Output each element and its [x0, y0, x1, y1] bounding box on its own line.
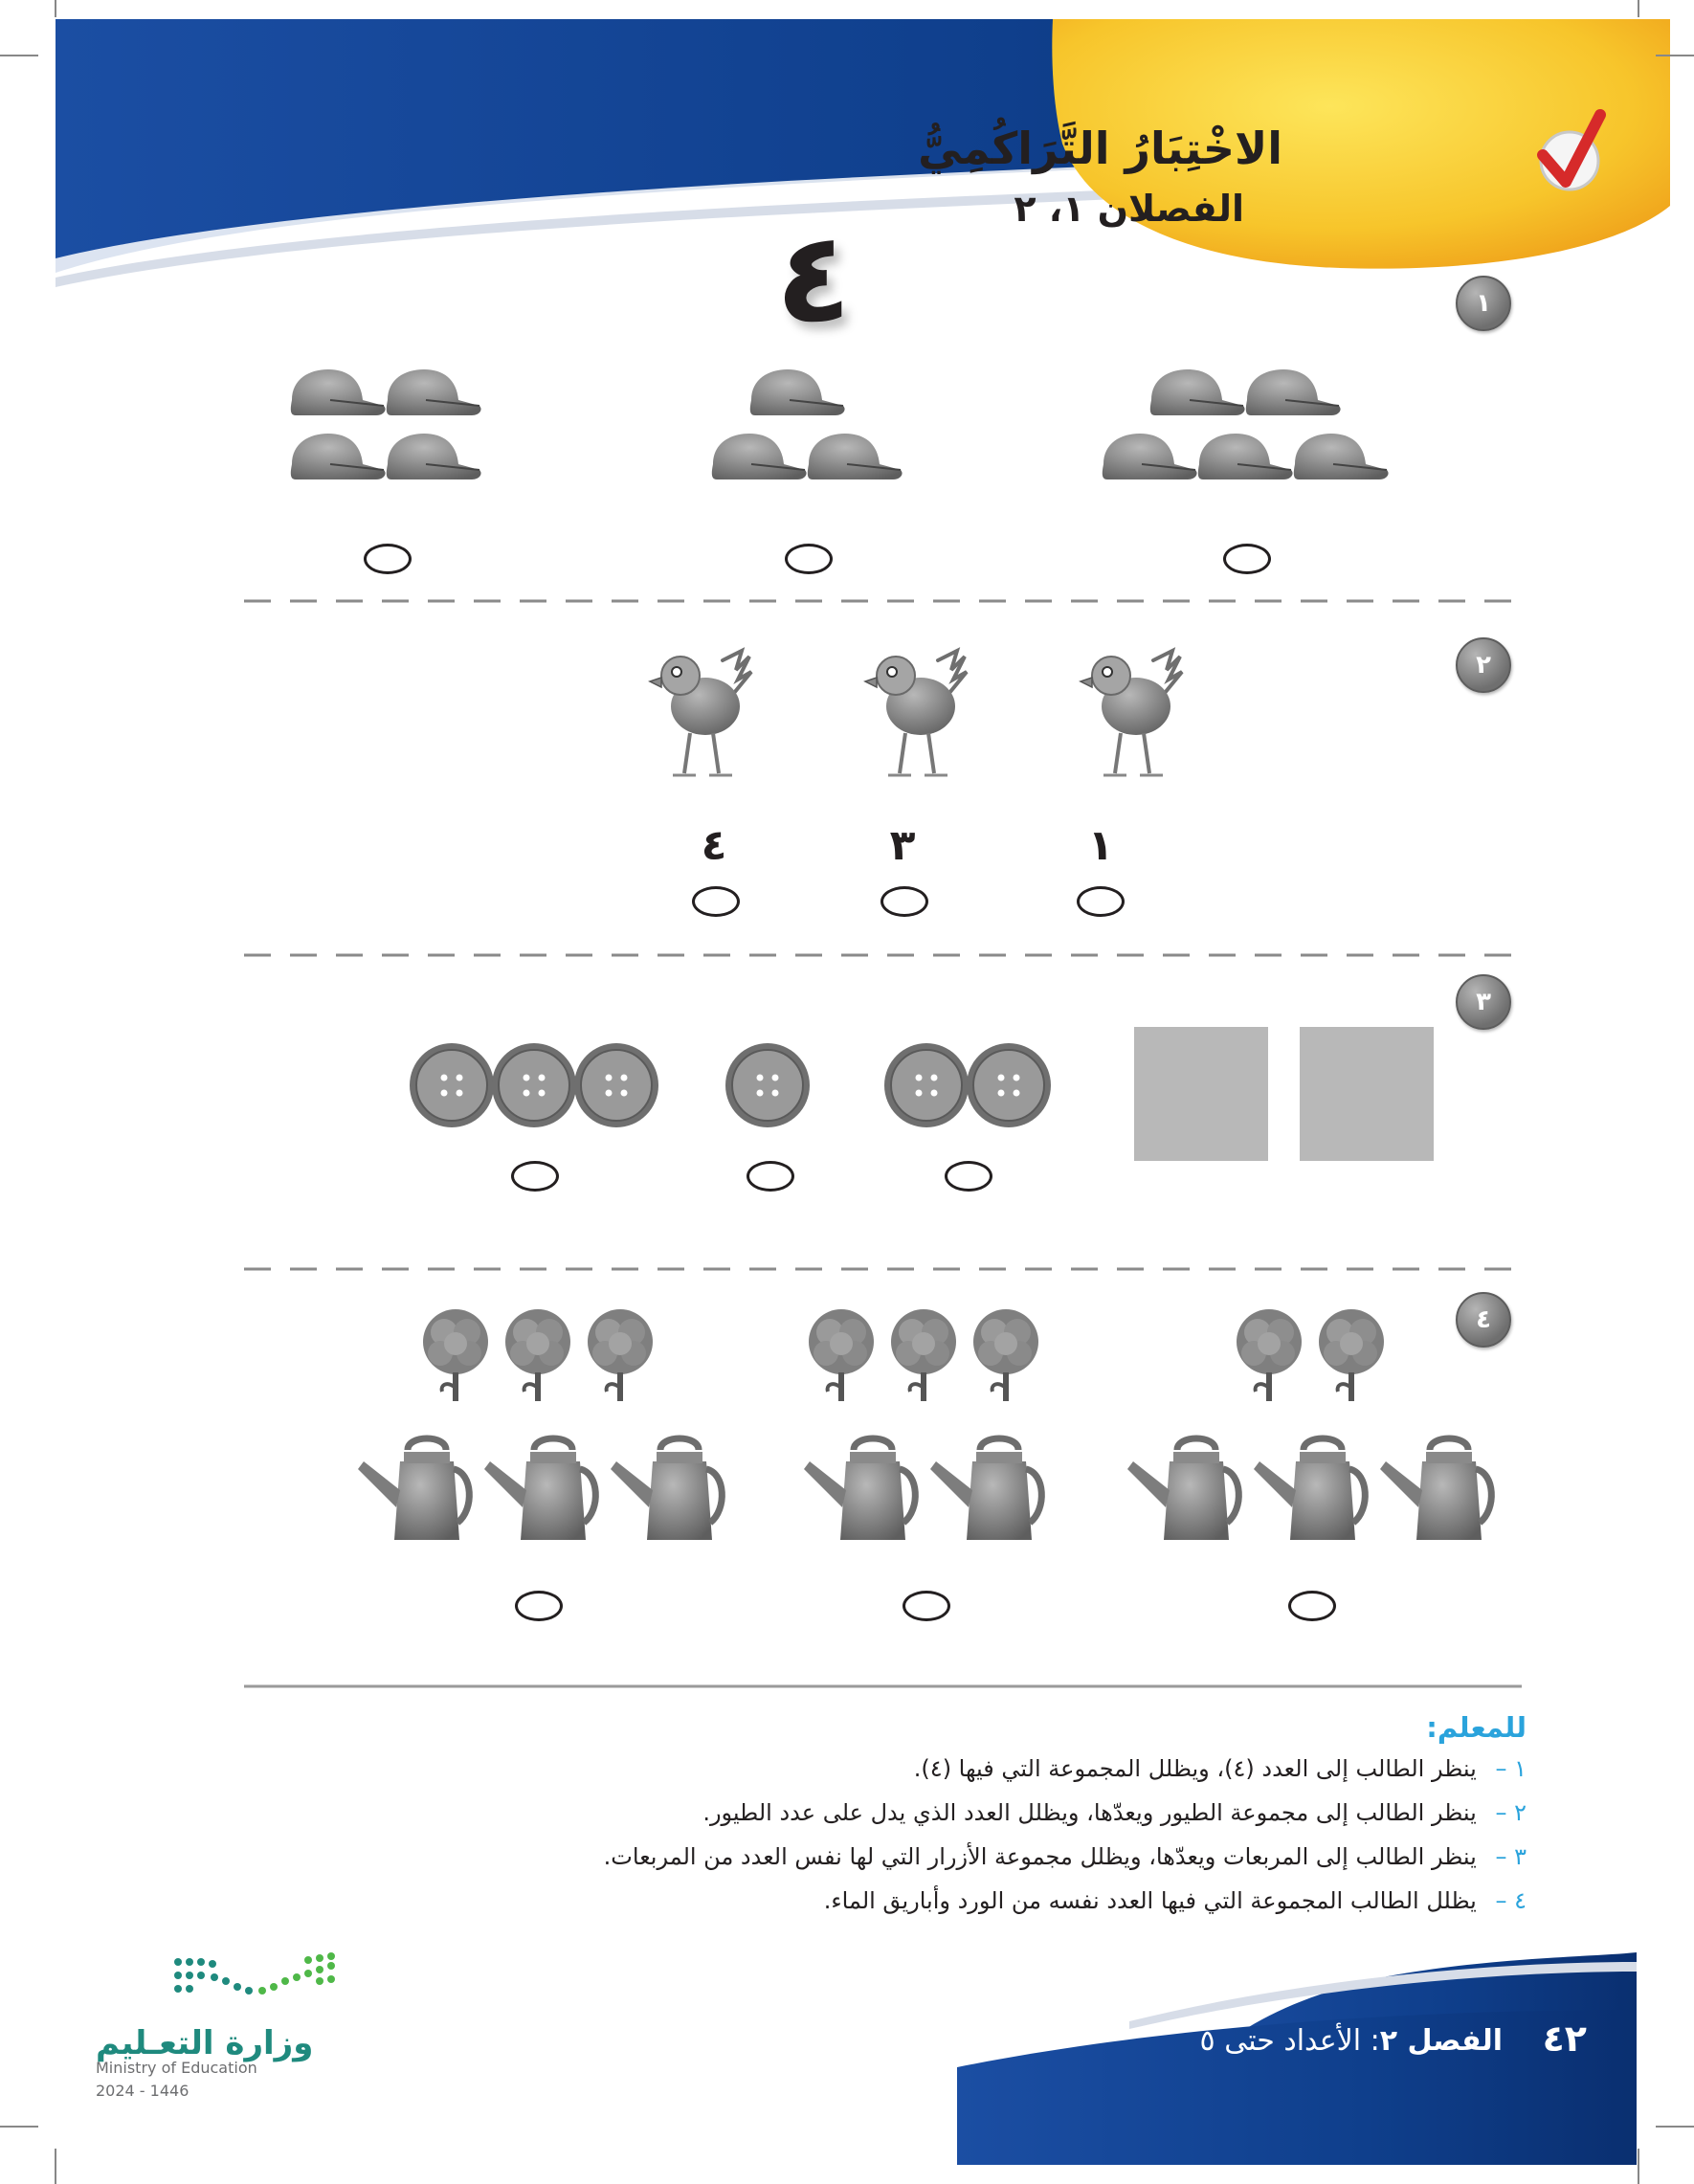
teacher-note-number: ٣ –	[1495, 1843, 1527, 1870]
answer-bubble-q2-a[interactable]	[692, 886, 740, 917]
option-label-q2-a: ٤	[701, 821, 727, 870]
answer-bubble-q3-a[interactable]	[511, 1161, 559, 1192]
ministry-year: 2024 - 1446	[96, 2082, 189, 2100]
teacher-note-1	[914, 1755, 1527, 1782]
answer-bubble-q3-b[interactable]	[747, 1161, 794, 1192]
ministry-name-ar: وزارة التعـليم	[96, 2024, 314, 2062]
option-label-q2-c: ١	[1087, 821, 1114, 870]
chapter-label: الفصل ٢	[1379, 2024, 1503, 2058]
option-label-q2-b: ٣	[889, 821, 916, 870]
ministry-logo-icon	[172, 1952, 345, 2010]
answer-bubble-q1-a[interactable]	[364, 544, 412, 574]
target-digit: ٤	[775, 205, 852, 350]
answer-bubble-q4-a[interactable]	[515, 1591, 563, 1621]
teacher-note-number: ٤ –	[1495, 1887, 1527, 1914]
question-number-4: ٤	[1456, 1292, 1511, 1348]
question-number-3: ٣	[1456, 974, 1511, 1030]
teacher-note-text: يظلل الطالب المجموعة التي فيها العدد نفسه من الورد وأباريق الماء.	[823, 1887, 1477, 1914]
chapter-name: : الأعداد حتى ٥	[1199, 2024, 1380, 2058]
answer-bubble-q1-b[interactable]	[785, 544, 833, 574]
ministry-name-en: Ministry of Education	[96, 2059, 257, 2077]
teacher-note-text: ينظر الطالب إلى العدد (٤)، ويظلل المجموعة التي فيها (٤).	[913, 1755, 1477, 1782]
page-title: الاخْتِبَارُ التَّرَاكُمِيُّ	[918, 123, 1282, 174]
teacher-note-text: ينظر الطالب إلى مجموعة الطيور ويعدّها، ويظلل العدد الذي يدل على عدد الطيور.	[702, 1799, 1477, 1826]
question-number-1: ١	[1456, 276, 1511, 331]
answer-bubble-q4-b[interactable]	[903, 1591, 950, 1621]
teacher-note-text: ينظر الطالب إلى المربعات ويعدّها، ويظلل مجموعة الأزرار التي لها نفس العدد من المربعات.	[603, 1843, 1477, 1870]
answer-bubble-q2-c[interactable]	[1077, 886, 1125, 917]
answer-bubble-q2-b[interactable]	[880, 886, 928, 917]
question-number-2: ٢	[1456, 637, 1511, 693]
answer-bubble-q3-c[interactable]	[945, 1161, 992, 1192]
answer-bubble-q1-c[interactable]	[1223, 544, 1271, 574]
page-subtitle: الفصلان ١، ٢	[1014, 188, 1244, 230]
chapter-title	[1200, 2024, 1503, 2058]
teacher-note-4	[824, 1887, 1527, 1914]
teacher-note-number: ١ –	[1495, 1755, 1527, 1782]
answer-bubble-q4-c[interactable]	[1288, 1591, 1336, 1621]
teacher-note-2	[702, 1799, 1527, 1826]
teacher-note-3	[604, 1843, 1527, 1870]
teacher-note-number: ٢ –	[1495, 1799, 1527, 1826]
page-number: ٤٢	[1542, 2017, 1587, 2060]
teacher-notes-heading: للمعلم:	[1426, 1711, 1527, 1744]
